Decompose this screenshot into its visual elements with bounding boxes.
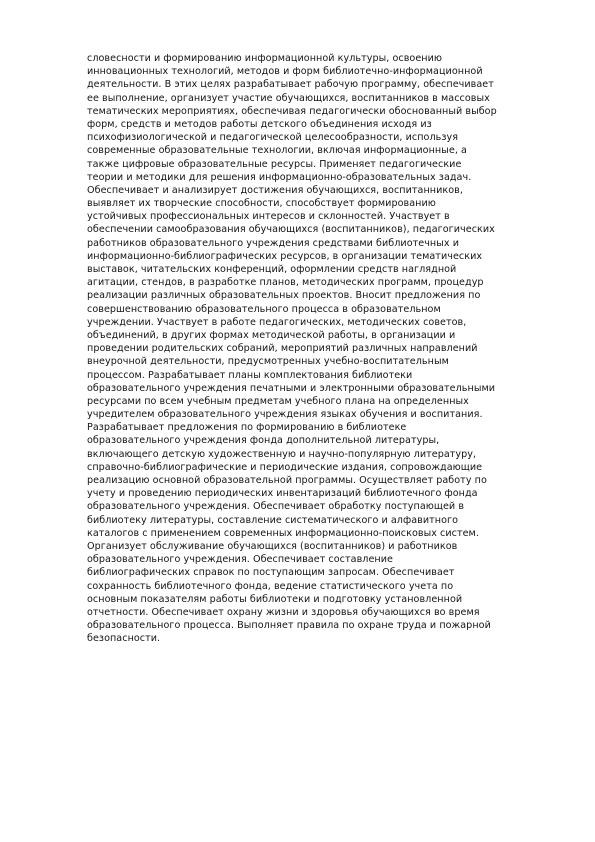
text-line: также цифровые образовательные ресурсы. Применяет педагогические bbox=[87, 158, 462, 170]
text-line: процессом. Разрабатывает планы комплектования библиотеки bbox=[87, 369, 413, 381]
body-text bbox=[87, 52, 557, 645]
text-line: деятельности. В этих целях разрабатывает рабочую программу, обеспечивает bbox=[87, 79, 494, 91]
text-line: реализации различных образовательных проектов. Вносит предложения по bbox=[87, 290, 481, 302]
text-line: ресурсами по всем учебным предметам учебного плана на определенных bbox=[87, 395, 469, 407]
text-line: образовательного процесса. Выполняет правила по охране труда и пожарной bbox=[87, 620, 491, 632]
text-line: обеспечении самообразования обучающихся (воспитанников), педагогических bbox=[87, 224, 495, 236]
text-line: учреждении. Участвует в работе педагогических, методических советов, bbox=[87, 316, 467, 328]
text-line: словесности и формированию информационной культуры, освоению bbox=[87, 53, 443, 64]
text-line: современные образовательные технологии, включая информационные, а bbox=[87, 145, 467, 157]
text-line: реализацию основной образовательной программы. Осуществляет работу по bbox=[87, 475, 487, 486]
text-line: Обеспечивает и анализирует достижения обучающихся, воспитанников, bbox=[87, 184, 463, 196]
text-line: Организует обслуживание обучающихся (воспитанников) и работников bbox=[87, 540, 458, 552]
text-line: образовательного учреждения фонда дополнительной литературы, bbox=[87, 435, 440, 447]
text-line: ее выполнение, организует участие обучающихся, воспитанников в массовых bbox=[87, 92, 490, 104]
text-line: агитации, стендов, в разработке планов, методических программ, процедур bbox=[87, 277, 484, 289]
text-line: информационно-библиографических ресурсов, в организации тематических bbox=[87, 250, 483, 262]
text-line: проведении родительских собраний, мероприятий различных направлений bbox=[87, 343, 478, 355]
text-line: каталогов с применением современных информационно-поисковых систем. bbox=[87, 527, 479, 539]
text-line: включающего детскую художественную и научно-популярную литературу, bbox=[87, 448, 477, 460]
text-line: учредителем образовательного учреждения языках обучения и воспитания. bbox=[87, 409, 483, 421]
text-line: Разрабатывает предложения по формированию в библиотеке bbox=[87, 422, 407, 434]
text-line: устойчивых профессиональных интересов и склонностей. Участвует в bbox=[87, 211, 450, 223]
text-line: безопасности. bbox=[87, 633, 161, 645]
text-line: образовательного учреждения печатными и электронными образовательными bbox=[87, 382, 496, 394]
text-line: выставок, читательских конференций, оформлении средств наглядной bbox=[87, 264, 457, 275]
text-line: сохранность библиотечного фонда, ведение статистического учета по bbox=[87, 580, 454, 592]
text-line: выявляет их творческие способности, способствует формированию bbox=[87, 198, 436, 210]
text-line: библиотеку литературы, составление систематического и алфавитного bbox=[87, 514, 459, 526]
text-line: библиографических справок по поступающим запросам. Обеспечивает bbox=[87, 567, 455, 579]
text-line: основным показателям работы библиотеки и подготовку установленной bbox=[87, 593, 463, 605]
text-line: учету и проведению периодических инвентаризаций библиотечного фонда bbox=[87, 488, 478, 500]
text-line: образовательного учреждения. Обеспечивает составление bbox=[87, 554, 393, 566]
text-line: теории и методики для решения информационно-образовательных задач. bbox=[87, 171, 472, 183]
text-line: психофизиологической и педагогической целесообразности, используя bbox=[87, 132, 459, 144]
text-line: работников образовательного учреждения средствами библиотечных и bbox=[87, 237, 459, 249]
text-line: инновационных технологий, методов и форм библиотечно-информационной bbox=[87, 66, 483, 78]
text-line: объединений, в других формах методической работы, в организации и bbox=[87, 329, 456, 341]
text-line: справочно-библиографические и периодические издания, сопровождающие bbox=[87, 461, 483, 473]
text-line: образовательного учреждения. Обеспечивает обработку поступающей в bbox=[87, 501, 465, 513]
text-line: совершенствованию образовательного процесса в образовательном bbox=[87, 303, 441, 315]
text-line: форм, средств и методов работы детского объединения исходя из bbox=[87, 118, 432, 130]
text-line: отчетности. Обеспечивает охрану жизни и здоровья обучающихся во время bbox=[87, 606, 480, 618]
text-line: внеурочной деятельности, предусмотренных учебно-воспитательным bbox=[87, 356, 449, 368]
text-line: тематических мероприятиях, обеспечивая педагогически обоснованный выбор bbox=[87, 105, 497, 117]
